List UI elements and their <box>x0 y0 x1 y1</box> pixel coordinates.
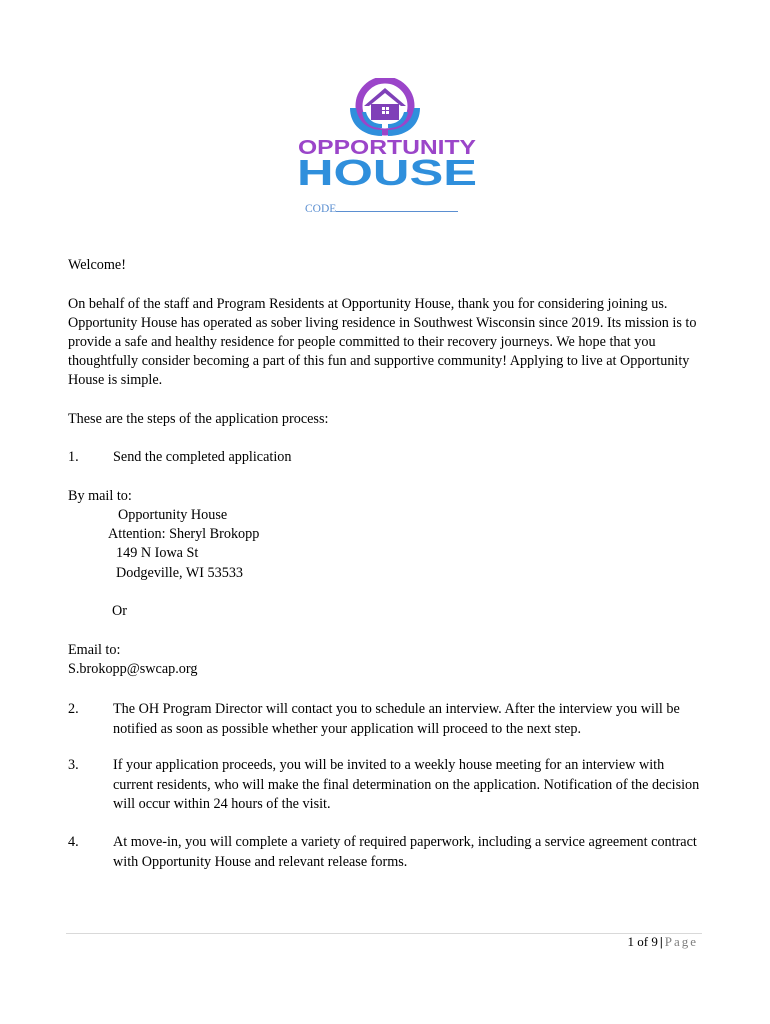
step-text: Send the completed application <box>113 449 292 465</box>
mail-label: By mail to: <box>68 488 132 504</box>
mail-name: Opportunity House <box>118 507 228 523</box>
opportunity-house-logo <box>292 78 482 190</box>
footer-divider <box>66 933 702 934</box>
step-number: 2. <box>68 701 79 717</box>
email-label: Email to: <box>68 642 121 658</box>
house-hands-logo-icon <box>292 78 482 190</box>
steps-intro: These are the steps of the application process: <box>68 411 329 427</box>
logo-text-line1: OPPORTUNITY <box>298 137 477 159</box>
email-address[interactable]: S.brokopp@swcap.org <box>68 661 198 677</box>
greeting: Welcome! <box>68 257 126 273</box>
step-number: 3. <box>68 757 79 773</box>
footer-separator: | <box>659 934 663 949</box>
page-count: 1 of 9 <box>627 934 658 949</box>
intro-paragraph: On behalf of the staff and Program Residents at Opportunity House, thank you for considering joining us. Opportunity House has operated as sober living residence in Southwest Wisconsin since 2019. Its mission is to provide a safe and healthy residence for people committed to their recovery journeys. We hope that you thoughtfully consider becoming a part of this fun and supportive community! Applying to live at Opportunity House is simple. <box>68 296 697 388</box>
mail-city: Dodgeville, WI 53533 <box>116 565 244 581</box>
mail-street: 149 N Iowa St <box>116 545 199 561</box>
step-text: If your application proceeds, you will be invited to a weekly house meeting for an interview with current residents, who will make the final determination on the application. Notification of the decision will occur within 24 hours of the visit. <box>113 757 700 812</box>
logo-text-line2: HOUSE <box>297 152 477 190</box>
step-number: 1. <box>68 449 79 465</box>
code-field[interactable] <box>305 202 458 215</box>
step-number: 4. <box>68 834 79 850</box>
code-label: CODE <box>305 203 337 215</box>
page-footer <box>628 934 699 950</box>
or-text: Or <box>112 603 127 619</box>
step-text: At move-in, you will complete a variety of required paperwork, including a service agreement contract with Opportunity House and relevant release forms. <box>113 834 697 870</box>
code-blank-line[interactable] <box>336 202 458 212</box>
step-text: The OH Program Director will contact you to schedule an interview. After the interview you will be notified as soon as possible whether your application will proceed to the next step. <box>113 701 680 737</box>
page-word: Page <box>664 934 698 949</box>
mail-attention: Attention: Sheryl Brokopp <box>108 526 260 542</box>
